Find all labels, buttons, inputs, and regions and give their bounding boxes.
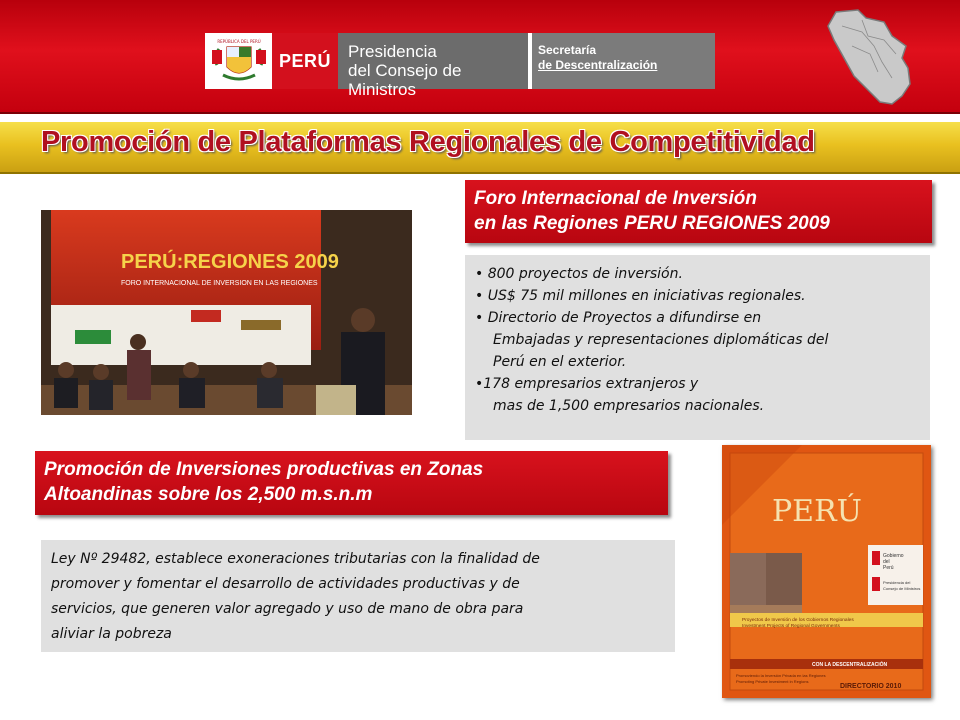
zonas-line2: Altoandinas sobre los 2,500 m.s.n.m bbox=[44, 484, 373, 505]
ley-line2: promover y fomentar el desarrollo de actividades productivas y de bbox=[51, 576, 520, 592]
foro-heading bbox=[465, 180, 932, 243]
foro-line2: en las Regiones PERU REGIONES 2009 bbox=[474, 213, 830, 234]
peru-map-icon bbox=[822, 6, 912, 108]
cover-subtitle-1: Proyectos de Inversión de los Gobiernos Regionales bbox=[742, 618, 854, 623]
directory-cover-image bbox=[722, 445, 931, 698]
cover-footer-1: Promoviendo la Inversión Privada en las Regiones bbox=[736, 673, 826, 678]
title-underline bbox=[0, 172, 960, 174]
zonas-line1: Promoción de Inversiones productivas en Zonas bbox=[44, 459, 484, 480]
seal-text: REPÚBLICA DEL PERÚ bbox=[216, 39, 261, 44]
cover-title: PERÚ bbox=[772, 494, 862, 529]
cover-strip: CON LA DESCENTRALIZACIÓN bbox=[812, 662, 888, 668]
cover-gobierno-3: Perú bbox=[883, 565, 894, 571]
bullet-item: • 800 proyectos de inversión. bbox=[475, 266, 683, 282]
secretaria-line2: de Descentralización bbox=[538, 58, 658, 72]
cover-gobierno-1: Gobierno bbox=[883, 553, 904, 559]
header-banner bbox=[0, 0, 960, 114]
logo-line1: Presidencia bbox=[348, 42, 437, 61]
logo-institution bbox=[338, 33, 528, 99]
ley-description bbox=[41, 540, 675, 652]
bullet-item: • US$ 75 mil millones en iniciativas regionales. bbox=[475, 288, 806, 304]
ley-line4: aliviar la pobreza bbox=[51, 626, 172, 642]
cover-footer-2: Promoting Private Investment in Regions bbox=[736, 679, 809, 684]
cover-subtitle-2: Investment Projects of Regional Governments bbox=[742, 624, 840, 629]
bullet-text: US$ 75 mil millones en iniciativas regionales. bbox=[487, 288, 806, 304]
cover-directory: DIRECTORIO 2010 bbox=[840, 683, 902, 690]
page-title: Promoción de Plataformas Regionales de Competitividad bbox=[41, 126, 815, 158]
coat-of-arms-icon bbox=[205, 33, 272, 89]
photo-banner-title: PERÚ:REGIONES 2009 bbox=[121, 251, 339, 273]
logo-line2: del Consejo de Ministros bbox=[348, 61, 462, 99]
bullet-text: 178 empresarios extranjeros y bbox=[483, 376, 699, 392]
event-photo bbox=[41, 210, 412, 415]
cover-pcm-2: Consejo de Ministros bbox=[883, 586, 921, 591]
bullet-item: •178 empresarios extranjeros y bbox=[475, 376, 699, 392]
bullet-item: • Directorio de Proyectos a difundirse en bbox=[475, 310, 762, 326]
logo-secretaria bbox=[532, 33, 715, 89]
cover-gobierno-2: del bbox=[883, 559, 890, 565]
bullet-text: 800 proyectos de inversión. bbox=[487, 266, 683, 282]
logo-country: PERÚ bbox=[272, 33, 338, 89]
ley-line1: Ley Nº 29482, establece exoneraciones tributarias con la finalidad de bbox=[51, 551, 540, 567]
secretaria-line1: Secretaría bbox=[538, 43, 597, 57]
pcm-logo bbox=[205, 33, 715, 99]
bullet-continuation: mas de 1,500 empresarios nacionales. bbox=[493, 398, 765, 414]
ley-line3: servicios, que generen valor agregado y uso de mano de obra para bbox=[51, 601, 524, 617]
bullet-text: Directorio de Proyectos a difundirse en bbox=[487, 310, 762, 326]
bullet-continuation: Perú en el exterior. bbox=[493, 354, 627, 370]
photo-banner-subtitle: FORO INTERNACIONAL DE INVERSION EN LAS REGIONES bbox=[121, 280, 318, 287]
zonas-heading bbox=[35, 451, 668, 515]
bullet-continuation: Embajadas y representaciones diplomáticas del bbox=[493, 332, 829, 348]
cover-pcm-1: Presidencia del bbox=[883, 580, 911, 585]
foro-line1: Foro Internacional de Inversión bbox=[474, 188, 757, 209]
foro-details bbox=[465, 255, 930, 440]
